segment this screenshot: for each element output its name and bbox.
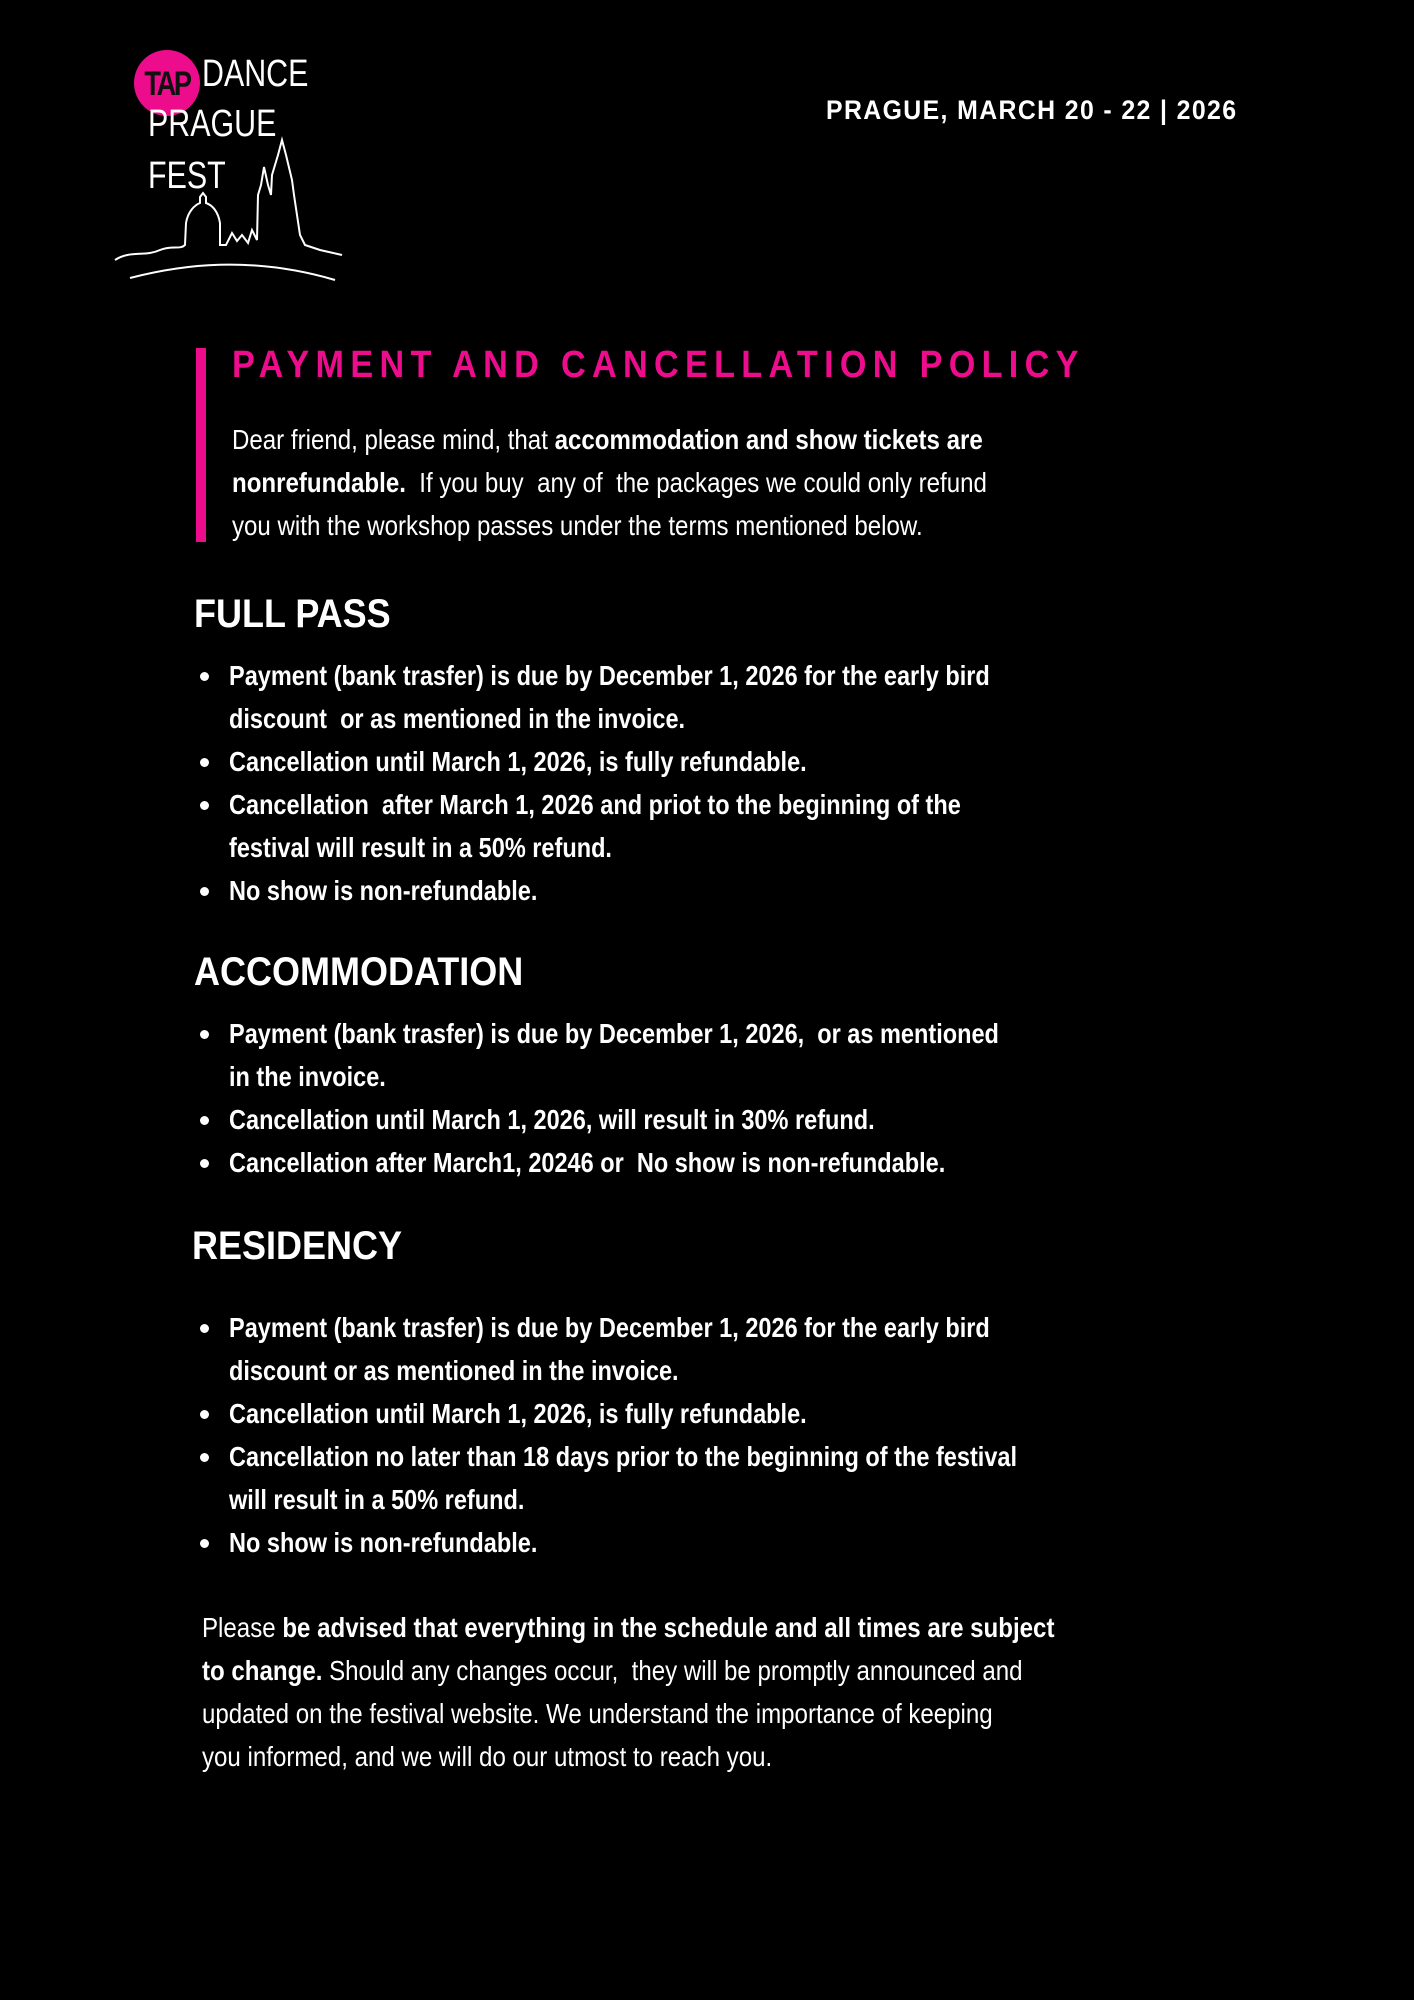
list-item: Payment (bank trasfer) is due by December 1, 2026, or as mentioned in the invoice. — [196, 1012, 1146, 1098]
list-item: No show is non-refundable. — [196, 869, 1135, 912]
closing-bold: be advised that everything in the schedule and all times are subject — [282, 1612, 1055, 1643]
intro-paragraph — [232, 418, 987, 547]
section-title-accommodation: ACCOMMODATION — [194, 950, 524, 994]
list-item: Cancellation until March 1, 2026, is fully refundable. — [196, 740, 1135, 783]
page-title: PAYMENT AND CANCELLATION POLICY — [232, 344, 1085, 386]
accommodation-list — [196, 1012, 1146, 1184]
closing-text: you informed, and we will do our utmost to reach you. — [202, 1741, 773, 1772]
closing-bold: to change. — [202, 1655, 323, 1686]
list-item: No show is non-refundable. — [196, 1521, 1167, 1564]
logo-dance-text: DANCE — [202, 53, 309, 95]
list-item: Payment (bank trasfer) is due by December 1, 2026 for the early bird discount or as mentioned in the invoice. — [196, 1306, 1167, 1392]
closing-text: Please — [202, 1612, 283, 1643]
closing-paragraph — [202, 1606, 1054, 1778]
intro-text: you with the workshop passes under the terms mentioned below. — [232, 510, 923, 541]
residency-list — [196, 1306, 1167, 1564]
list-item: Cancellation no later than 18 days prior to the beginning of the festival will result in a 50% refund. — [196, 1435, 1167, 1521]
intro-bold: nonrefundable. — [232, 467, 406, 498]
event-date: PRAGUE, MARCH 20 - 22 | 2026 — [826, 95, 1238, 125]
logo-tap-text: TAP — [144, 65, 190, 103]
logo-fest-text: FEST — [148, 155, 226, 197]
intro-text: Dear friend, please mind, that — [232, 424, 555, 455]
intro-bold: accommodation and show tickets are — [554, 424, 983, 455]
section-title-full-pass: FULL PASS — [194, 592, 391, 636]
closing-text: Should any changes occur, they will be promptly announced and — [322, 1655, 1023, 1686]
festival-logo — [110, 45, 350, 290]
accent-bar — [196, 348, 206, 542]
list-item: Cancellation after March1, 20246 or No show is non-refundable. — [196, 1141, 1146, 1184]
list-item: Payment (bank trasfer) is due by December 1, 2026 for the early bird discount or as mentioned in the invoice. — [196, 654, 1135, 740]
list-item: Cancellation until March 1, 2026, is fully refundable. — [196, 1392, 1167, 1435]
closing-text: updated on the festival website. We understand the importance of keeping — [202, 1698, 993, 1729]
full-pass-list — [196, 654, 1135, 912]
section-title-residency: RESIDENCY — [192, 1224, 403, 1268]
list-item: Cancellation after March 1, 2026 and priot to the beginning of the festival will result in a 50% refund. — [196, 783, 1135, 869]
intro-text: If you buy any of the packages we could only refund — [405, 467, 987, 498]
logo-prague-text: PRAGUE — [148, 103, 277, 145]
list-item: Cancellation until March 1, 2026, will result in 30% refund. — [196, 1098, 1146, 1141]
